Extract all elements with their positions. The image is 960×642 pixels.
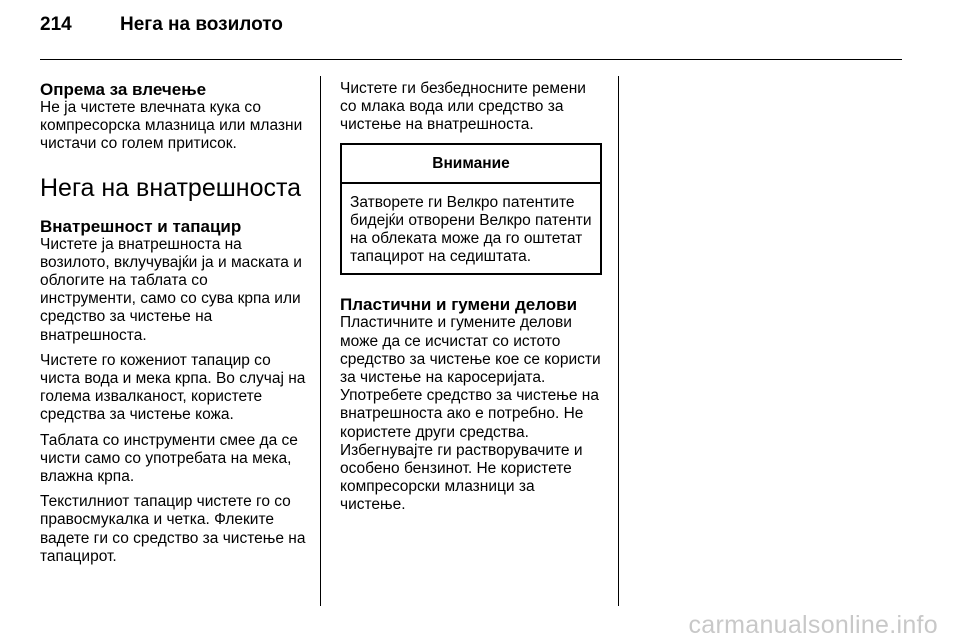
main-heading-interior-care: Нега на внатрешноста <box>40 173 302 202</box>
paragraph: Текстилниот тапацир чистете го со правосмукалка и четка. Флеките вадете ги со средство за чистење на тапацирот. <box>40 493 306 565</box>
header-rule <box>40 59 902 60</box>
column-divider-1 <box>320 76 321 606</box>
page-number: 214 <box>40 14 72 35</box>
watermark: carmanualsonline.info <box>688 611 938 639</box>
paragraph: Таблата со инструменти смее да се чисти само со употребата на мека, влажна крпа. <box>40 431 298 486</box>
warning-title: Внимание <box>342 145 600 184</box>
page-title: Нега на возилото <box>120 14 283 35</box>
section-heading-towing: Опрема за влечење <box>40 80 207 99</box>
left-column <box>40 80 308 573</box>
column-divider-2 <box>618 76 619 606</box>
plastic-rubber-text: Пластичните и гумените делови може да се исчистат со истото средство за чистење кое се користи за чистење на каросеријата. Употребете средство за чистење на внатрешноста ако е потребно. Не користете други средства. Избегнувајте ги растворувачите и особено бензинот. Не користете компресорски млазници за чистење. <box>340 314 601 514</box>
paragraph: Чистете ја внатрешноста на возилото, вклучувајќи ја и маската и облогите на таблата со инструменти, само со сува крпа или средство за чистење на внатрешноста. <box>40 235 302 344</box>
warning-box <box>340 143 602 276</box>
towing-text: Не ја чистете влечната кука со компресорска млазница или млазни чистачи со голем притисок. <box>40 99 303 153</box>
section-heading-interior: Внатрешност и тапацир <box>40 216 242 236</box>
page-header <box>40 14 283 54</box>
section-heading-plastic-rubber: Пластични и гумени делови <box>340 295 578 315</box>
middle-column <box>340 80 602 522</box>
warning-body: Затворете ги Велкро патентите бидејќи отворени Велкро патенти на облеката може да го оштетат тапацирот на седиштата. <box>350 193 592 266</box>
seatbelt-text: Чистете ги безбедносните ремени со млака вода или средство за чистење на внатрешноста. <box>340 80 586 134</box>
paragraph: Чистете го кожениот тапацир со чиста вода и мека крпа. Во случај на голема извалканост, користете средства за чистење кожа. <box>40 351 306 424</box>
